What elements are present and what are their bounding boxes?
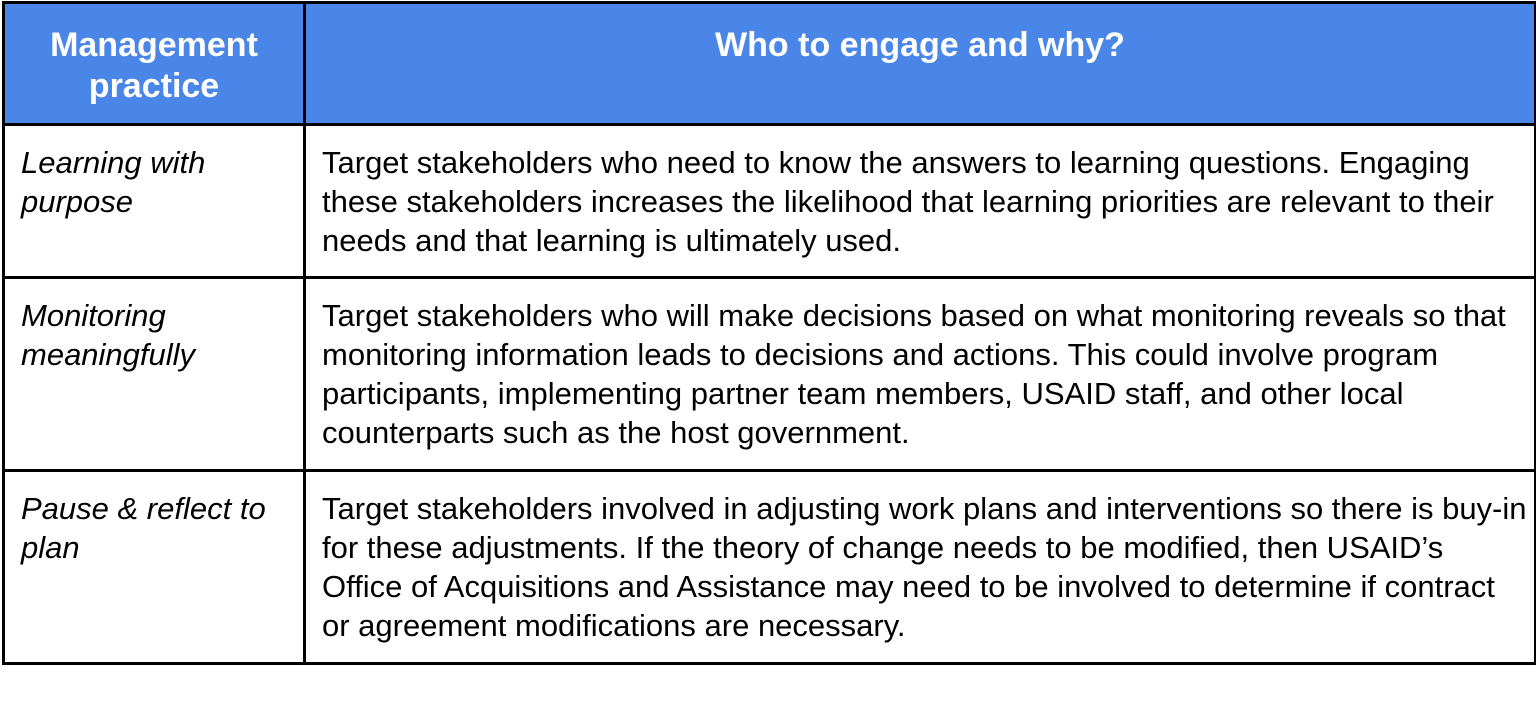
- practice-cell: Pause & reflect to plan: [4, 471, 305, 664]
- management-practice-table: [2, 1, 1536, 665]
- practice-cell: Learning with purpose: [4, 125, 305, 278]
- header-who-to-engage-label: Who to engage and why?: [715, 26, 1125, 64]
- table-row: [4, 471, 1536, 664]
- header-management-practice: [4, 3, 305, 125]
- header-management-practice-label: Management practice: [50, 26, 258, 105]
- header-who-to-engage: [305, 3, 1536, 125]
- description-cell: Target stakeholders who will make decisions based on what monitoring reveals so that monitoring information leads to decisions and actions. This could involve program participants, implementing partner team members, USAID staff, and other local counterparts such as the host government.: [305, 278, 1536, 471]
- table-row: [4, 125, 1536, 278]
- practice-cell: Monitoring meaningfully: [4, 278, 305, 471]
- table-row: [4, 278, 1536, 471]
- description-cell: Target stakeholders who need to know the answers to learning questions. Engaging these stakeholders increases the likelihood that learning priorities are relevant to their needs and that learning is ultimately used.: [305, 125, 1536, 278]
- description-cell: Target stakeholders involved in adjusting work plans and interventions so there is buy-in for these adjustments. If the theory of change needs to be modified, then USAID’s Office of Acquisitions and Assistance may need to be involved to determine if contract or agreement modifications are necessary.: [305, 471, 1536, 664]
- table-header-row: [4, 3, 1536, 125]
